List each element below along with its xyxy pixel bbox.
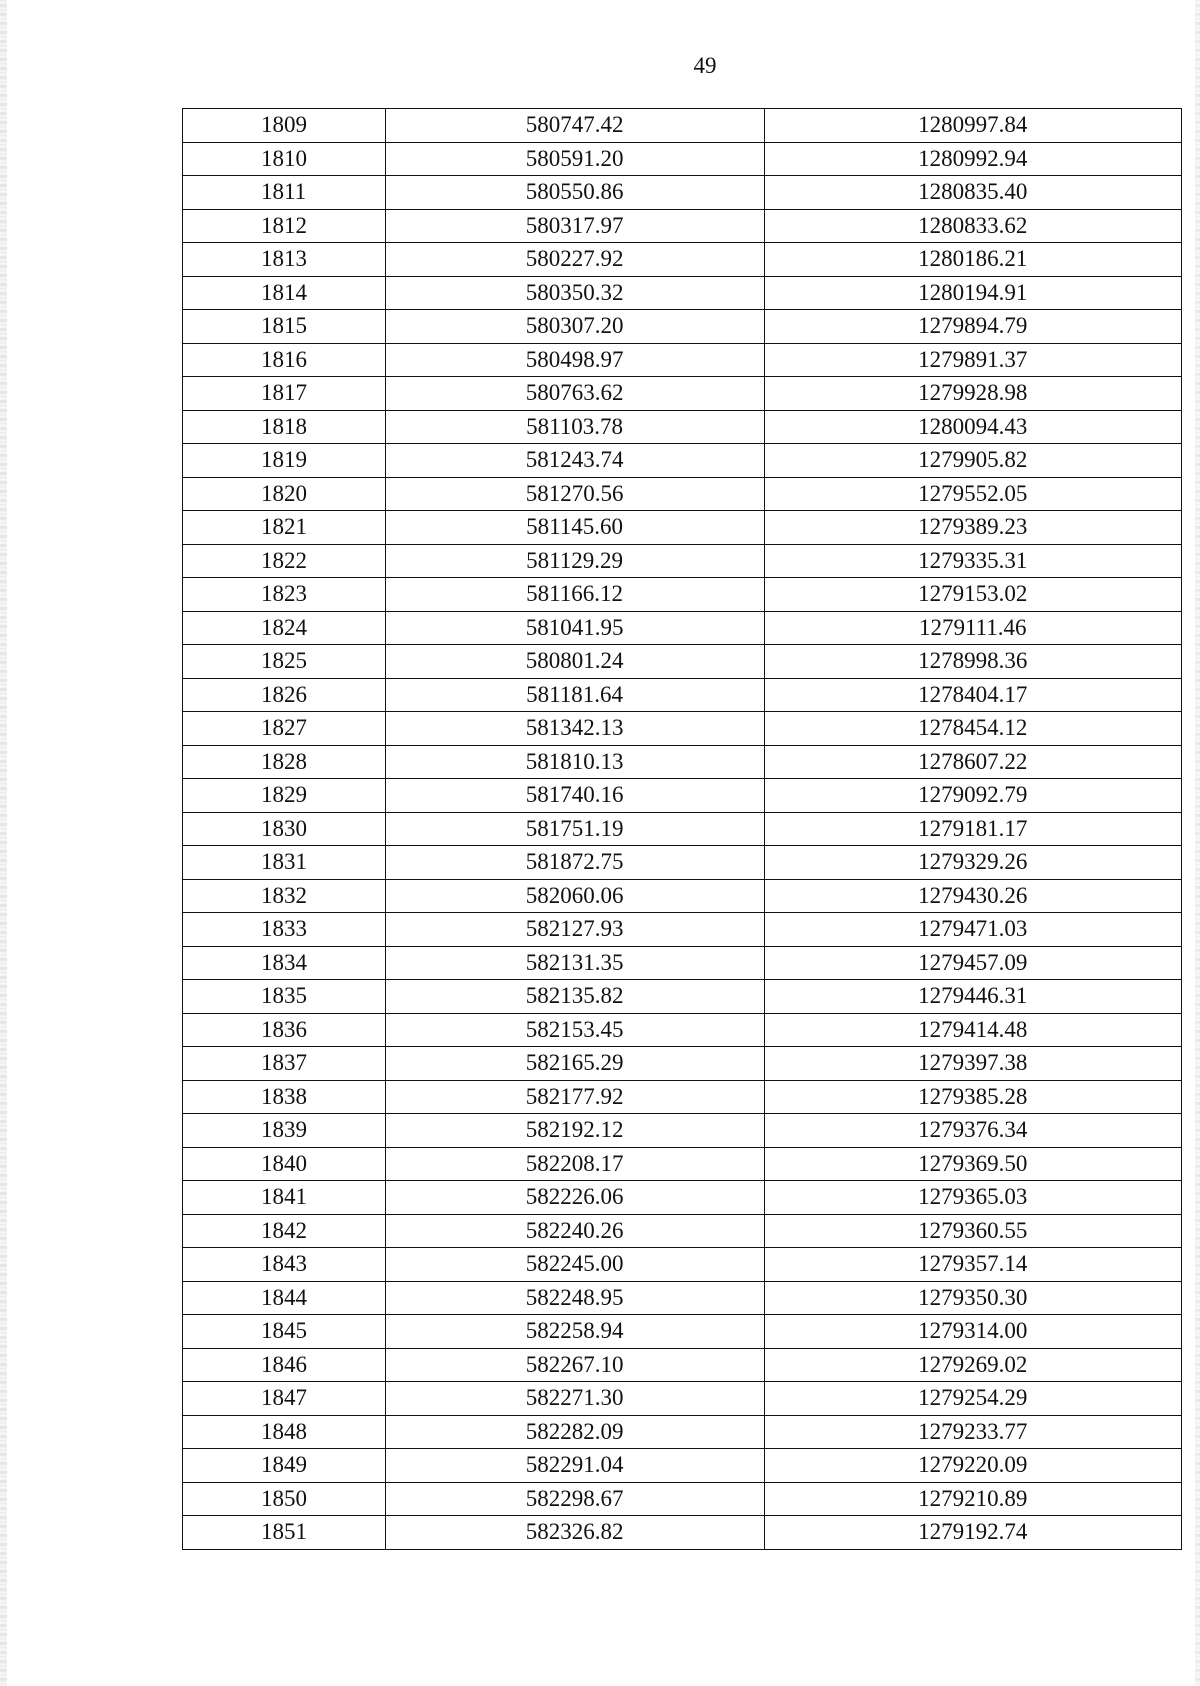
y-coordinate-cell: 1280992.94 bbox=[764, 142, 1181, 176]
point-number-cell: 1815 bbox=[183, 310, 386, 344]
x-coordinate-cell: 580307.20 bbox=[385, 310, 764, 344]
table-row bbox=[183, 410, 1182, 444]
point-number-cell: 1823 bbox=[183, 578, 386, 612]
table-row bbox=[183, 611, 1182, 645]
point-number-cell: 1835 bbox=[183, 980, 386, 1014]
table-row bbox=[183, 645, 1182, 679]
x-coordinate-cell: 580801.24 bbox=[385, 645, 764, 679]
y-coordinate-cell: 1279192.74 bbox=[764, 1516, 1181, 1550]
point-number-cell: 1846 bbox=[183, 1348, 386, 1382]
y-coordinate-cell: 1279254.29 bbox=[764, 1382, 1181, 1416]
table-row bbox=[183, 1516, 1182, 1550]
table-row bbox=[183, 276, 1182, 310]
x-coordinate-cell: 581270.56 bbox=[385, 477, 764, 511]
point-number-cell: 1839 bbox=[183, 1114, 386, 1148]
table-row bbox=[183, 511, 1182, 545]
y-coordinate-cell: 1279335.31 bbox=[764, 544, 1181, 578]
y-coordinate-cell: 1278607.22 bbox=[764, 745, 1181, 779]
table-row bbox=[183, 946, 1182, 980]
x-coordinate-cell: 582240.26 bbox=[385, 1214, 764, 1248]
y-coordinate-cell: 1279894.79 bbox=[764, 310, 1181, 344]
point-number-cell: 1813 bbox=[183, 243, 386, 277]
y-coordinate-cell: 1279369.50 bbox=[764, 1147, 1181, 1181]
y-coordinate-cell: 1279350.30 bbox=[764, 1281, 1181, 1315]
x-coordinate-cell: 580227.92 bbox=[385, 243, 764, 277]
table-row bbox=[183, 1449, 1182, 1483]
coordinates-table bbox=[182, 108, 1182, 1550]
point-number-cell: 1849 bbox=[183, 1449, 386, 1483]
y-coordinate-cell: 1279153.02 bbox=[764, 578, 1181, 612]
point-number-cell: 1822 bbox=[183, 544, 386, 578]
x-coordinate-cell: 582248.95 bbox=[385, 1281, 764, 1315]
table-row bbox=[183, 1348, 1182, 1382]
y-coordinate-cell: 1278404.17 bbox=[764, 678, 1181, 712]
x-coordinate-cell: 580350.32 bbox=[385, 276, 764, 310]
table-row bbox=[183, 913, 1182, 947]
y-coordinate-cell: 1279446.31 bbox=[764, 980, 1181, 1014]
y-coordinate-cell: 1279181.17 bbox=[764, 812, 1181, 846]
point-number-cell: 1814 bbox=[183, 276, 386, 310]
point-number-cell: 1824 bbox=[183, 611, 386, 645]
y-coordinate-cell: 1278454.12 bbox=[764, 712, 1181, 746]
x-coordinate-cell: 582267.10 bbox=[385, 1348, 764, 1382]
x-coordinate-cell: 581872.75 bbox=[385, 846, 764, 880]
point-number-cell: 1838 bbox=[183, 1080, 386, 1114]
x-coordinate-cell: 581243.74 bbox=[385, 444, 764, 478]
x-coordinate-cell: 581181.64 bbox=[385, 678, 764, 712]
table-row bbox=[183, 779, 1182, 813]
y-coordinate-cell: 1279552.05 bbox=[764, 477, 1181, 511]
x-coordinate-cell: 580763.62 bbox=[385, 377, 764, 411]
x-coordinate-cell: 580591.20 bbox=[385, 142, 764, 176]
point-number-cell: 1833 bbox=[183, 913, 386, 947]
y-coordinate-cell: 1279092.79 bbox=[764, 779, 1181, 813]
table-row bbox=[183, 1382, 1182, 1416]
y-coordinate-cell: 1280186.21 bbox=[764, 243, 1181, 277]
table-row bbox=[183, 1181, 1182, 1215]
table-row bbox=[183, 444, 1182, 478]
y-coordinate-cell: 1279233.77 bbox=[764, 1415, 1181, 1449]
x-coordinate-cell: 582326.82 bbox=[385, 1516, 764, 1550]
point-number-cell: 1826 bbox=[183, 678, 386, 712]
point-number-cell: 1836 bbox=[183, 1013, 386, 1047]
x-coordinate-cell: 581129.29 bbox=[385, 544, 764, 578]
y-coordinate-cell: 1280835.40 bbox=[764, 176, 1181, 210]
table-row bbox=[183, 1147, 1182, 1181]
point-number-cell: 1837 bbox=[183, 1047, 386, 1081]
y-coordinate-cell: 1279376.34 bbox=[764, 1114, 1181, 1148]
x-coordinate-cell: 581810.13 bbox=[385, 745, 764, 779]
x-coordinate-cell: 582258.94 bbox=[385, 1315, 764, 1349]
table-row bbox=[183, 1482, 1182, 1516]
y-coordinate-cell: 1280094.43 bbox=[764, 410, 1181, 444]
table-row bbox=[183, 1047, 1182, 1081]
table-row bbox=[183, 209, 1182, 243]
x-coordinate-cell: 582153.45 bbox=[385, 1013, 764, 1047]
point-number-cell: 1820 bbox=[183, 477, 386, 511]
x-coordinate-cell: 582127.93 bbox=[385, 913, 764, 947]
x-coordinate-cell: 582291.04 bbox=[385, 1449, 764, 1483]
y-coordinate-cell: 1279210.89 bbox=[764, 1482, 1181, 1516]
x-coordinate-cell: 582226.06 bbox=[385, 1181, 764, 1215]
table-row bbox=[183, 812, 1182, 846]
y-coordinate-cell: 1280997.84 bbox=[764, 109, 1181, 143]
table-row bbox=[183, 1114, 1182, 1148]
table-row bbox=[183, 1080, 1182, 1114]
y-coordinate-cell: 1279385.28 bbox=[764, 1080, 1181, 1114]
table-row bbox=[183, 1281, 1182, 1315]
table-row bbox=[183, 142, 1182, 176]
x-coordinate-cell: 582282.09 bbox=[385, 1415, 764, 1449]
table-row bbox=[183, 745, 1182, 779]
x-coordinate-cell: 581342.13 bbox=[385, 712, 764, 746]
y-coordinate-cell: 1279329.26 bbox=[764, 846, 1181, 880]
table-row bbox=[183, 109, 1182, 143]
scan-left-edge bbox=[0, 0, 7, 1686]
x-coordinate-cell: 582165.29 bbox=[385, 1047, 764, 1081]
x-coordinate-cell: 581041.95 bbox=[385, 611, 764, 645]
table-row bbox=[183, 846, 1182, 880]
coordinates-table-body bbox=[183, 109, 1182, 1550]
point-number-cell: 1809 bbox=[183, 109, 386, 143]
y-coordinate-cell: 1279471.03 bbox=[764, 913, 1181, 947]
point-number-cell: 1850 bbox=[183, 1482, 386, 1516]
x-coordinate-cell: 580550.86 bbox=[385, 176, 764, 210]
table-row bbox=[183, 310, 1182, 344]
y-coordinate-cell: 1280833.62 bbox=[764, 209, 1181, 243]
point-number-cell: 1832 bbox=[183, 879, 386, 913]
x-coordinate-cell: 581145.60 bbox=[385, 511, 764, 545]
table-row bbox=[183, 712, 1182, 746]
point-number-cell: 1851 bbox=[183, 1516, 386, 1550]
table-row bbox=[183, 1248, 1182, 1282]
table-row bbox=[183, 243, 1182, 277]
x-coordinate-cell: 580747.42 bbox=[385, 109, 764, 143]
table-row bbox=[183, 343, 1182, 377]
x-coordinate-cell: 582298.67 bbox=[385, 1482, 764, 1516]
x-coordinate-cell: 582060.06 bbox=[385, 879, 764, 913]
table-row bbox=[183, 1214, 1182, 1248]
point-number-cell: 1840 bbox=[183, 1147, 386, 1181]
x-coordinate-cell: 582271.30 bbox=[385, 1382, 764, 1416]
point-number-cell: 1828 bbox=[183, 745, 386, 779]
x-coordinate-cell: 581740.16 bbox=[385, 779, 764, 813]
point-number-cell: 1829 bbox=[183, 779, 386, 813]
y-coordinate-cell: 1279111.46 bbox=[764, 611, 1181, 645]
y-coordinate-cell: 1279269.02 bbox=[764, 1348, 1181, 1382]
x-coordinate-cell: 582131.35 bbox=[385, 946, 764, 980]
x-coordinate-cell: 580317.97 bbox=[385, 209, 764, 243]
table-row bbox=[183, 578, 1182, 612]
y-coordinate-cell: 1280194.91 bbox=[764, 276, 1181, 310]
y-coordinate-cell: 1279220.09 bbox=[764, 1449, 1181, 1483]
table-row bbox=[183, 1013, 1182, 1047]
point-number-cell: 1831 bbox=[183, 846, 386, 880]
y-coordinate-cell: 1279397.38 bbox=[764, 1047, 1181, 1081]
point-number-cell: 1830 bbox=[183, 812, 386, 846]
point-number-cell: 1817 bbox=[183, 377, 386, 411]
x-coordinate-cell: 582135.82 bbox=[385, 980, 764, 1014]
point-number-cell: 1816 bbox=[183, 343, 386, 377]
x-coordinate-cell: 582177.92 bbox=[385, 1080, 764, 1114]
point-number-cell: 1819 bbox=[183, 444, 386, 478]
x-coordinate-cell: 580498.97 bbox=[385, 343, 764, 377]
y-coordinate-cell: 1279389.23 bbox=[764, 511, 1181, 545]
table-row bbox=[183, 678, 1182, 712]
point-number-cell: 1843 bbox=[183, 1248, 386, 1282]
point-number-cell: 1825 bbox=[183, 645, 386, 679]
y-coordinate-cell: 1279430.26 bbox=[764, 879, 1181, 913]
point-number-cell: 1847 bbox=[183, 1382, 386, 1416]
point-number-cell: 1848 bbox=[183, 1415, 386, 1449]
point-number-cell: 1810 bbox=[183, 142, 386, 176]
table-row bbox=[183, 1415, 1182, 1449]
table-row bbox=[183, 377, 1182, 411]
x-coordinate-cell: 582245.00 bbox=[385, 1248, 764, 1282]
point-number-cell: 1842 bbox=[183, 1214, 386, 1248]
y-coordinate-cell: 1279414.48 bbox=[764, 1013, 1181, 1047]
y-coordinate-cell: 1279314.00 bbox=[764, 1315, 1181, 1349]
x-coordinate-cell: 581166.12 bbox=[385, 578, 764, 612]
x-coordinate-cell: 582192.12 bbox=[385, 1114, 764, 1148]
y-coordinate-cell: 1279360.55 bbox=[764, 1214, 1181, 1248]
point-number-cell: 1834 bbox=[183, 946, 386, 980]
x-coordinate-cell: 581103.78 bbox=[385, 410, 764, 444]
y-coordinate-cell: 1279891.37 bbox=[764, 343, 1181, 377]
x-coordinate-cell: 582208.17 bbox=[385, 1147, 764, 1181]
table-row bbox=[183, 544, 1182, 578]
y-coordinate-cell: 1279457.09 bbox=[764, 946, 1181, 980]
y-coordinate-cell: 1279357.14 bbox=[764, 1248, 1181, 1282]
table-row bbox=[183, 176, 1182, 210]
point-number-cell: 1811 bbox=[183, 176, 386, 210]
table-row bbox=[183, 1315, 1182, 1349]
y-coordinate-cell: 1279365.03 bbox=[764, 1181, 1181, 1215]
point-number-cell: 1821 bbox=[183, 511, 386, 545]
table-row bbox=[183, 980, 1182, 1014]
table-row bbox=[183, 477, 1182, 511]
y-coordinate-cell: 1279928.98 bbox=[764, 377, 1181, 411]
scan-right-edge bbox=[1195, 0, 1200, 1686]
point-number-cell: 1845 bbox=[183, 1315, 386, 1349]
point-number-cell: 1818 bbox=[183, 410, 386, 444]
point-number-cell: 1827 bbox=[183, 712, 386, 746]
point-number-cell: 1844 bbox=[183, 1281, 386, 1315]
y-coordinate-cell: 1278998.36 bbox=[764, 645, 1181, 679]
point-number-cell: 1812 bbox=[183, 209, 386, 243]
x-coordinate-cell: 581751.19 bbox=[385, 812, 764, 846]
y-coordinate-cell: 1279905.82 bbox=[764, 444, 1181, 478]
table-row bbox=[183, 879, 1182, 913]
page-number: 49 bbox=[693, 53, 717, 78]
point-number-cell: 1841 bbox=[183, 1181, 386, 1215]
